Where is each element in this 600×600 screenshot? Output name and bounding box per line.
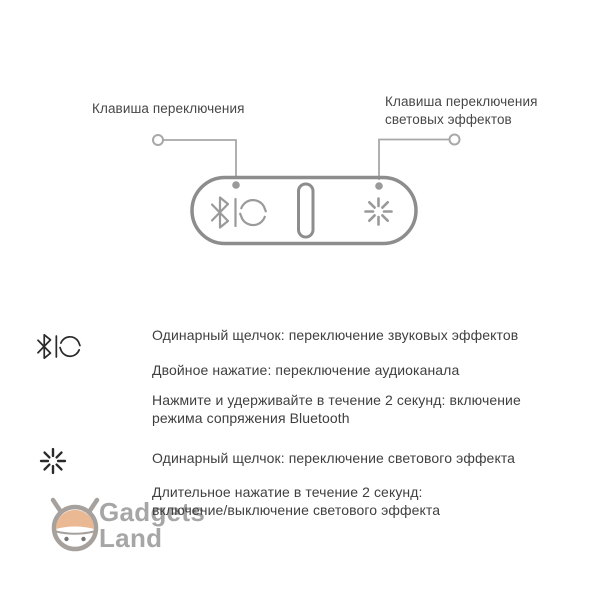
- mascot-horn-left: [53, 500, 61, 512]
- callout-ring-right: [450, 135, 460, 145]
- label-switch-key: Клавиша переключения: [92, 101, 245, 116]
- label-light-key-line1: Клавиша переключения: [385, 94, 538, 109]
- light-instruction-single-click: Одинарный щелчок: переключение светового эффекта: [152, 450, 516, 466]
- speaker-outline: [192, 178, 416, 244]
- light-instruction-hold: Длительное нажатие в течение 2 секунд: включение/выключение светового эффекта: [152, 484, 441, 518]
- mascot-head: [54, 507, 96, 549]
- mascot-eye-right: [81, 537, 85, 541]
- callout-line-left: [164, 140, 237, 179]
- callout-dot-left: [232, 181, 240, 189]
- charging-slot: [299, 184, 314, 237]
- mascot-cap-brim: [56, 532, 94, 534]
- audio-instruction-hold: Нажмите и удерживайте в течение 2 секунд: включение режима сопряжения Bluetooth: [152, 392, 521, 426]
- legend-bluetooth-cycle-icon: [38, 335, 80, 358]
- mascot-horn-right: [89, 500, 97, 512]
- label-light-key-line2: световых эффектов: [385, 111, 512, 127]
- audio-instruction-single-click: Одинарный щелчок: переключение звуковых эффектов: [152, 327, 519, 343]
- bluetooth-cycle-icon: [212, 198, 266, 228]
- watermark-brand-line1: Gadgets: [99, 497, 206, 527]
- watermark-brand-line2: Land: [99, 523, 163, 553]
- gadgets-land-mascot: [53, 500, 97, 549]
- callout-dot-right: [375, 182, 383, 190]
- light-burst-icon: [366, 199, 392, 225]
- mascot-cap: [56, 510, 94, 529]
- label-light-key: [385, 93, 538, 128]
- audio-instruction-double-press: Двойное нажатие: переключение аудиоканала: [152, 362, 460, 378]
- callout-light-key: [375, 135, 459, 190]
- callout-line-right: [379, 140, 449, 181]
- callout-switch-key: [153, 135, 240, 189]
- speaker-body: [192, 178, 416, 244]
- legend-light-burst-icon: [41, 449, 65, 473]
- callout-ring-left: [153, 135, 163, 145]
- mascot-eye-left: [64, 537, 68, 541]
